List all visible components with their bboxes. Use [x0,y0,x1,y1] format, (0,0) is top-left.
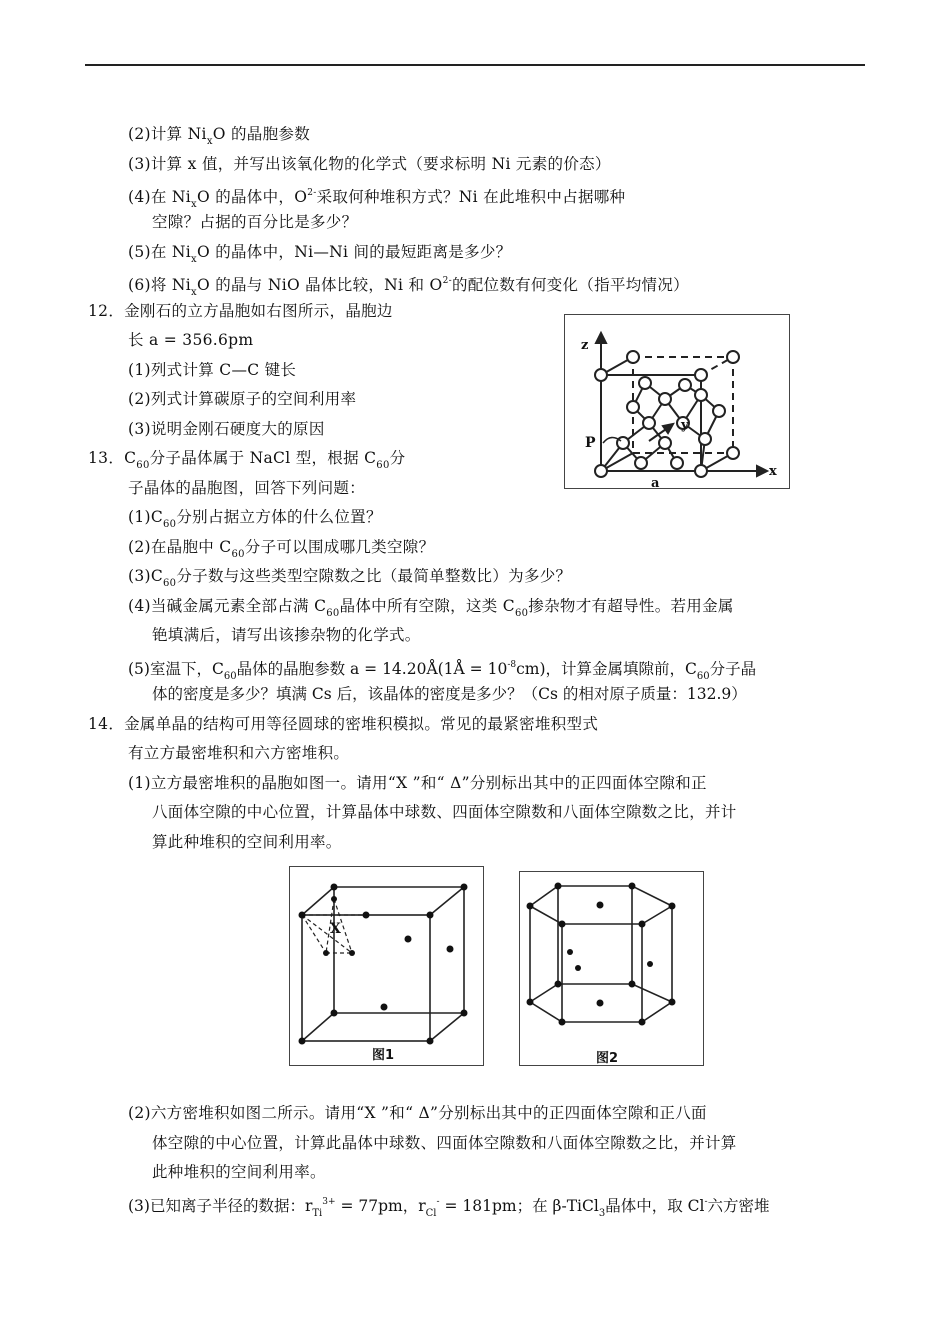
diamond-unit-cell-figure [564,314,790,489]
q11-part6: (6)将 $Ni_xO$ 的晶与 NiO 晶体比较，Ni 和 $O^{2-}$的配位数有何变化（指平均情况） [128,276,689,298]
q14-heading-cont: 有立方最密堆积和六方密堆积。 [128,744,350,762]
q14-part2-line2: 体空隙的中心位置，计算此晶体中球数、四面体空隙数和八面体空隙数之比，并计算 [152,1134,737,1152]
axis-y-label: y [681,418,689,433]
header-rule [85,64,865,66]
q13-part3: $(3)C_{60}$分子数与这些类型空隙数之比（最简单整数比）为多少？ [128,567,572,589]
q14-part3: (3)已知离子半径的数据：$r_{Ti}^{3+} = 77pm$，$r_{Cl}^- = 181pm$；在 β-TiCl$_3$晶体中，取 Cl-六方密堆 [128,1197,770,1219]
q13-part4-cont: 铯填满后，请写出该掺杂物的化学式。 [152,626,421,644]
q12-heading-cont: 长 a = 356.6pm [128,331,254,349]
q13-part2: (2)在晶胞中 $C_{60}$分子可以围成哪几类空隙？ [128,538,435,560]
point-p-label: P [585,435,596,451]
q14-part1-line2: 八面体空隙的中心位置，计算晶体中球数、四面体空隙数和八面体空隙数之比，并计 [152,803,737,821]
ccp-unit-cell-figure [289,866,484,1066]
q13-part5-cont: 体的密度是多少？填满 Cs 后，该晶体的密度是多少？（Cs 的相对原子质量：132.9） [152,685,747,703]
axis-x-label: x [769,464,777,479]
figure1-caption: 图1 [372,1048,395,1063]
q12-part2: (2)列式计算碳原子的空间利用率 [128,390,357,408]
axis-z-label: z [581,338,589,353]
q11-part3: (3)计算 x 值，并写出该氧化物的化学式（要求标明 Ni 元素的价态） [128,155,611,173]
q13-part1: $(1)C_{60}$分别占据立方体的什么位置？ [128,508,382,530]
q14-part2-line3: 此种堆积的空间利用率。 [152,1163,326,1181]
q13-part4: (4)当碱金属元素全部占满 $C_{60}$晶体中所有空隙，这类 $C_{60}$掺杂物才有超导性。若用金属 [128,597,734,619]
q13-heading-cont: 子晶体的晶胞图，回答下列问题： [128,479,366,497]
q14-heading: 14．金属单晶的结构可用等径圆球的密堆积模拟。常见的最紧密堆积型式 [88,715,599,733]
q13-heading: 13．$C_{60}$分子晶体属于 NaCl 型，根据 $C_{60}$分 [88,449,406,471]
figure2-caption: 图2 [596,1051,619,1065]
tetrahedral-mark: X [330,921,341,937]
q14-part1-line1: (1)立方最密堆积的晶胞如图一。请用“X ”和“ Δ”分别标出其中的正四面体空隙和正 [128,774,707,792]
q14-part1-line3: 算此种堆积的空间利用率。 [152,833,342,851]
q12-heading: 12．金刚石的立方晶胞如右图所示，晶胞边 [88,302,393,320]
q11-part4: (4)在 $Ni_xO$ 的晶体中，$O^{2-}$采取何种堆积方式？Ni 在此堆积中占据哪种 [128,188,626,210]
edge-a-label: a [651,476,660,488]
q11-part4-cont: 空隙？占据的百分比是多少？ [152,213,358,231]
q13-part5: (5)室温下，$C_{60}$晶体的晶胞参数 a = 14.20Å(1Å = $10^{-8}cm$)，计算金属填隙前，$C_{60}$分子晶 [128,660,757,682]
q12-part1: (1)列式计算 C—C 键长 [128,361,297,379]
q14-part2-line1: (2)六方密堆积如图二所示。请用“X ”和“ Δ”分别标出其中的正四面体空隙和正八面 [128,1104,707,1122]
hcp-prism-figure [519,871,704,1066]
q12-part3: (3)说明金刚石硬度大的原因 [128,420,325,438]
q11-part2: (2)计算 $Ni_xO$ 的晶胞参数 [128,125,311,147]
q11-part5: (5)在 $Ni_xO$ 的晶体中，Ni—Ni 间的最短距离是多少？ [128,243,512,265]
